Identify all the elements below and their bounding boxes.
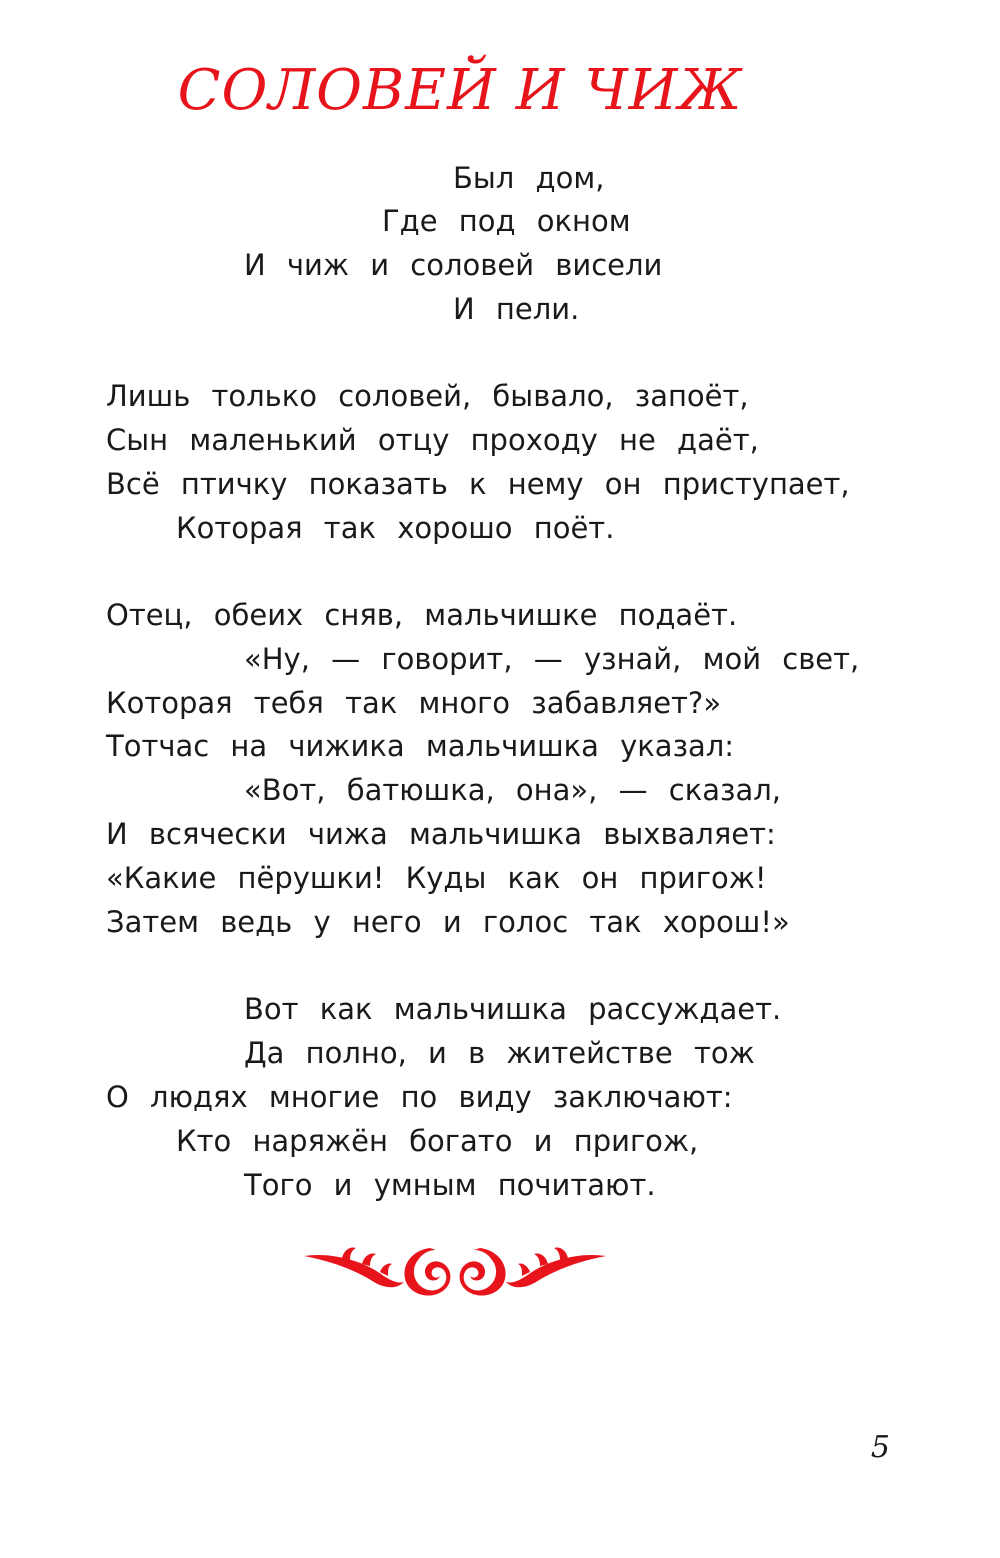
poem-line: Того и умным почитают. [244, 1168, 656, 1202]
flourish-divider-icon [300, 1238, 610, 1302]
poem-line: Где под окном [382, 204, 631, 238]
poem-line: Отец, обеих сняв, мальчишке подаёт. [106, 598, 738, 632]
poem-line: Которая тебя так много забавляет?» [106, 686, 722, 720]
poem-line: Тотчас на чижика мальчишка указал: [106, 729, 735, 763]
poem-title: СОЛОВЕЙ И ЧИЖ [177, 58, 743, 123]
poem-line: Которая так хорошо поёт. [176, 511, 615, 545]
poem-line: О людях многие по виду заключают: [106, 1080, 733, 1114]
poem-line: «Вот, батюшка, она», — сказал, [244, 773, 781, 807]
poem-line: «Ну, — говорит, — узнай, мой свет, [244, 642, 860, 676]
poem-line: И чиж и соловей висели [244, 248, 663, 282]
poem-line: Сын маленький отцу проходу не даёт, [106, 423, 759, 457]
poem-line: Лишь только соловей, бывало, запоёт, [106, 379, 749, 413]
poem-line: Затем ведь у него и голос так хорош!» [106, 905, 790, 939]
poem-line: «Какие пёрушки! Куды как он пригож! [106, 861, 767, 895]
poem-line: Вот как мальчишка рассуждает. [244, 992, 782, 1026]
poem-line: И пели. [453, 292, 580, 326]
poem-line: Всё птичку показать к нему он приступает, [106, 467, 850, 501]
poem-line: И всячески чижа мальчишка выхваляет: [106, 817, 776, 851]
poem-line: Кто наряжён богато и пригож, [176, 1124, 699, 1158]
poem-line: Был дом, [453, 161, 605, 195]
poem-line: Да полно, и в житействе тож [244, 1036, 755, 1070]
page-number: 5 [870, 1430, 890, 1465]
